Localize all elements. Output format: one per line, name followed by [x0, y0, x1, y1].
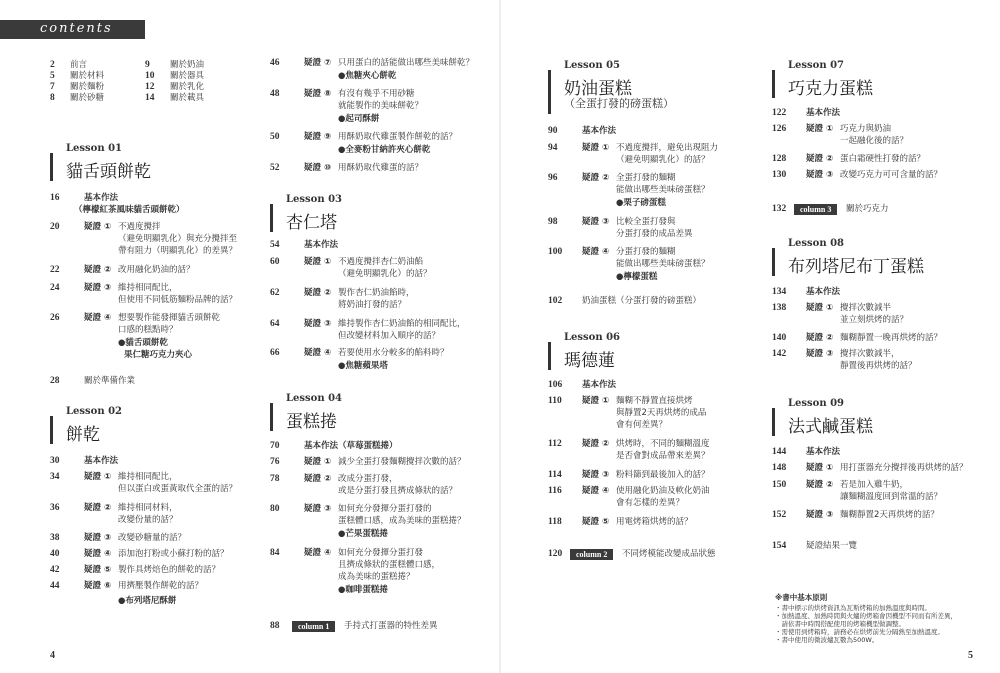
toc-text: 是否會對成品帶來差異？	[616, 451, 710, 461]
toc-text: 杏仁塔	[286, 213, 337, 233]
toc-text: 改用融化奶油的話？	[118, 265, 195, 275]
toc-text: 基本作法	[582, 126, 617, 136]
toc-text: 疑證 ⑤	[84, 565, 112, 575]
lesson-accent-bar	[50, 416, 53, 444]
toc-text: 122	[772, 108, 787, 118]
toc-text: 分蛋打發的成品差異	[616, 229, 693, 239]
toc-text: 2	[50, 60, 55, 70]
toc-text: 有沒有幾乎不用砂糖	[338, 89, 415, 99]
toc-text: 98	[548, 217, 558, 227]
toc-text: 16	[50, 193, 60, 203]
toc-text: 瑪德蓮	[564, 351, 615, 371]
recipe-link[interactable]: ●芒果蛋糕捲	[338, 529, 388, 539]
toc-text: 維持相同配比，	[118, 472, 178, 482]
toc-text: 手持式打蛋器的特性差異	[344, 621, 438, 631]
toc-text: 分蛋打發的麵糊	[616, 247, 676, 257]
toc-text: 麵糊靜置2天再烘烤的話？	[840, 510, 939, 520]
toc-text: 疑證 ⑨	[304, 132, 332, 142]
toc-text: 關於奶油	[170, 60, 205, 70]
recipe-link[interactable]: ●栗子磅蛋糕	[616, 198, 666, 208]
toc-text: 疑證 ②	[84, 265, 112, 275]
toc-text: 關於載具	[170, 93, 205, 103]
lesson-accent-bar	[772, 70, 775, 98]
toc-text: 40	[50, 549, 60, 559]
toc-text: 用電烤箱烘烤的話？	[616, 517, 693, 527]
toc-text: 5	[50, 71, 55, 81]
toc-text: 關於巧克力	[846, 204, 889, 214]
toc-text: 帶有阻力（明顯乳化）的差異？	[118, 246, 238, 256]
toc-text: 疑證 ①	[806, 303, 834, 313]
toc-text: 疑證 ⑥	[84, 581, 112, 591]
toc-text: 將奶油打發的話？	[338, 300, 407, 310]
toc-text: 46	[270, 58, 280, 68]
toc-text: 疑證 ②	[84, 503, 112, 513]
toc-text: 用酥奶取代雞蛋的話？	[338, 163, 424, 173]
toc-text: 64	[270, 319, 280, 329]
toc-text: 疑證 ①	[806, 463, 834, 473]
toc-text: 疑證 ①	[84, 472, 112, 482]
toc-text: 疑證 ③	[806, 170, 834, 180]
toc-text: 疑證 ④	[582, 486, 610, 496]
toc-text: 基本作法（草莓蛋糕捲）	[304, 441, 398, 451]
toc-text: 12	[145, 82, 155, 92]
toc-text: 關於器具	[170, 71, 205, 81]
toc-text: 麵糊不靜置直接烘烤	[616, 396, 693, 406]
toc-text: 添加泡打粉或小蘇打粉的話？	[118, 549, 229, 559]
toc-text: 攪拌次數減半	[840, 303, 892, 313]
toc-text: 基本作法	[806, 108, 841, 118]
toc-text: 如何充分發揮分蛋打發的	[338, 504, 432, 514]
recipe-link[interactable]: ●布列塔尼酥餅	[118, 596, 177, 606]
toc-text: 巧克力蛋糕	[788, 79, 873, 99]
toc-text: 用酥奶取代雞蛋製作餅乾的話？	[338, 132, 458, 142]
lesson-accent-bar	[772, 248, 775, 276]
toc-text: 60	[270, 257, 280, 267]
toc-text: 52	[270, 163, 280, 173]
toc-text: 128	[772, 154, 787, 164]
toc-text: 20	[50, 222, 60, 232]
toc-text: 全蛋打發的麵糊	[616, 173, 676, 183]
toc-text: Lesson 02	[66, 406, 122, 417]
toc-text: 改變砂糖量的話？	[118, 533, 187, 543]
toc-text: 30	[50, 456, 60, 466]
notes-line: ・書中標示的烘烤資訊為瓦斯烤箱的加熱溫度與時間。	[775, 604, 931, 612]
toc-text: 口感的糕點時？	[118, 325, 178, 335]
toc-text: 62	[270, 288, 280, 298]
toc-text: 用打蛋器充分攪拌後再烘烤的話？	[840, 463, 968, 473]
toc-text: 蛋糕捲	[286, 412, 337, 432]
notes-line: ・加熱溫度、加熱時間與火爐的烤箱會因機型不同而有所差異，	[775, 612, 957, 620]
toc-text: 一起融化後的話？	[840, 136, 909, 146]
toc-text: 關於麵粉	[70, 82, 105, 92]
toc-text: 疑證 ⑧	[304, 89, 332, 99]
column-badge: column 2	[570, 549, 613, 560]
contents-title: contents	[40, 21, 113, 36]
toc-text: Lesson 08	[788, 238, 844, 249]
toc-text: 7	[50, 82, 55, 92]
toc-text: 會有怎樣的差異？	[616, 498, 685, 508]
toc-text: 130	[772, 170, 787, 180]
toc-text: 116	[548, 486, 562, 496]
book-notes	[775, 594, 990, 644]
toc-text: 巧克力與奶油	[840, 124, 892, 134]
toc-text: 若要使用水分較多的餡料時？	[338, 348, 449, 358]
toc-text: 讓麵糊溫度回到常溫的話？	[840, 492, 943, 502]
toc-text: 50	[270, 132, 280, 142]
toc-text: 142	[772, 349, 787, 359]
toc-text: 疑證 ①	[806, 124, 834, 134]
toc-text: 14	[145, 93, 155, 103]
toc-text: 基本作法	[806, 447, 841, 457]
toc-text: 54	[270, 240, 280, 250]
toc-text: 疑證 ③	[304, 319, 332, 329]
lesson-accent-bar	[270, 204, 273, 232]
toc-text: 疑證 ②	[582, 173, 610, 183]
toc-text: （避免明顯乳化）與充分攪拌至	[118, 234, 238, 244]
toc-text: 132	[772, 204, 787, 214]
notes-line: ・書中使用的微波爐瓦數為500W。	[775, 636, 879, 644]
toc-text: 但使用不同低筋麵粉品牌的話？	[118, 295, 238, 305]
toc-text: 但以蛋白或蛋黃取代全蛋的話？	[118, 484, 238, 494]
toc-text: 但改變材料加入順序的話？	[338, 331, 441, 341]
toc-text: 9	[145, 60, 150, 70]
toc-text: 22	[50, 265, 60, 275]
toc-text: 84	[270, 548, 280, 558]
toc-text: 140	[772, 333, 787, 343]
toc-text: 疑證 ③	[304, 504, 332, 514]
toc-text: 用擠壓製作餅乾的話？	[118, 581, 204, 591]
toc-text: Lesson 01	[66, 143, 122, 154]
toc-text: 112	[548, 439, 562, 449]
toc-text: 疑證 ④	[84, 549, 112, 559]
toc-text: 26	[50, 313, 60, 323]
toc-text: 基本作法	[84, 456, 119, 466]
toc-text: 改變巧克力可可含量的話？	[840, 170, 943, 180]
lesson-accent-bar	[270, 403, 273, 431]
toc-text: 38	[50, 533, 60, 543]
recipe-link[interactable]: ●咖啡蛋糕捲	[338, 585, 388, 595]
toc-text: 118	[548, 517, 562, 527]
toc-text: 蛋糕體口感，成為美味的蛋糕捲？	[338, 516, 466, 526]
recipe-link[interactable]: ●全麥粉甘納許夾心餅乾	[338, 145, 431, 155]
toc-text: 維持相同材料，	[118, 503, 178, 513]
toc-text: 關於準備作業	[84, 376, 136, 386]
toc-text: 疑證 ②	[806, 333, 834, 343]
toc-text: 前言	[70, 60, 88, 70]
toc-text: 關於材料	[70, 71, 105, 81]
lesson-accent-bar	[548, 342, 551, 370]
toc-text: 80	[270, 504, 280, 514]
toc-text: 攪拌次數減半，	[840, 349, 900, 359]
toc-text: （避免明顯乳化）的話？	[616, 155, 710, 165]
toc-text: 關於砂糖	[70, 93, 105, 103]
toc-text: 蛋白霜硬性打發的話？	[840, 154, 926, 164]
toc-text: 奶油蛋糕（分蛋打發的磅蛋糕）	[582, 296, 702, 306]
toc-text: 關於乳化	[170, 82, 205, 92]
toc-text: 餅乾	[66, 425, 100, 445]
toc-text: 24	[50, 283, 60, 293]
toc-text: 144	[772, 447, 787, 457]
toc-text: 106	[548, 380, 563, 390]
toc-text: 10	[145, 71, 155, 81]
toc-text: 8	[50, 93, 55, 103]
toc-text: 疑證 ①	[304, 457, 332, 467]
toc-text: 維持相同配比，	[118, 283, 178, 293]
toc-text: Lesson 05	[564, 60, 620, 71]
toc-text: 基本作法	[304, 240, 339, 250]
toc-text: 疑證 ③	[84, 533, 112, 543]
toc-text: 疑證 ①	[582, 143, 610, 153]
recipe-link[interactable]: ●起司酥餅	[338, 114, 380, 124]
toc-text: （全蛋打發的磅蛋糕）	[564, 97, 674, 110]
toc-text: 並立刻烘烤的話？	[840, 315, 909, 325]
toc-text: 疑證 ③	[84, 283, 112, 293]
toc-text: 只用蛋白的話能做出哪些美味餅乾？	[338, 58, 475, 68]
toc-text: 疑證 ①	[304, 257, 332, 267]
toc-text: 基本作法	[84, 193, 119, 203]
toc-text: 疑證 ②	[304, 288, 332, 298]
toc-text: 法式鹹蛋糕	[788, 417, 873, 437]
toc-text: 基本作法	[582, 380, 617, 390]
toc-text: 製作具烤焙色的餅乾的話？	[118, 565, 221, 575]
toc-text: 烘烤時，不同的麵糊溫度	[616, 439, 710, 449]
toc-text: 138	[772, 303, 787, 313]
toc-text: 28	[50, 376, 60, 386]
recipe-link[interactable]: ●焦糖蘋果塔	[338, 361, 388, 371]
toc-text: 不過度攪拌杏仁奶油餡	[338, 257, 424, 267]
toc-text: 會有何差異？	[616, 420, 668, 430]
toc-text: 想要製作能發揮貓舌頭餅乾	[118, 313, 221, 323]
toc-text: 比較全蛋打發與	[616, 217, 676, 227]
toc-text: 疑證 ②	[304, 474, 332, 484]
toc-text: 88	[270, 621, 280, 631]
toc-text: 製作杏仁奶油餡時，	[338, 288, 415, 298]
toc-text: 114	[548, 470, 562, 480]
toc-text: 150	[772, 480, 787, 490]
contents-header	[0, 20, 145, 39]
notes-line: 請依書中時間搭配使用的烤箱機型做調整。	[775, 620, 905, 628]
toc-text: 134	[772, 287, 787, 297]
toc-text: 48	[270, 89, 280, 99]
toc-text: 疑證 ④	[304, 348, 332, 358]
toc-text: 疑證 ③	[582, 217, 610, 227]
toc-text: 不同烤模能改變成品狀態	[622, 549, 716, 559]
toc-text: 不過度攪拌	[118, 222, 161, 232]
toc-text: （避免明顯乳化）的話？	[338, 269, 432, 279]
toc-text: 152	[772, 510, 787, 520]
recipe-link[interactable]: ●檸檬蛋糕	[616, 272, 658, 282]
toc-text: 麵糊靜置一晚再烘烤的話？	[840, 333, 943, 343]
toc-text: 能做出哪些美味磅蛋糕？	[616, 259, 710, 269]
toc-text: 減少全蛋打發麵糊攪拌次數的話？	[338, 457, 466, 467]
toc-text: （檸檬紅茶風味貓舌頭餅乾）	[74, 205, 185, 215]
page-number-left: 4	[50, 650, 55, 661]
toc-text: 疑證 ④	[84, 313, 112, 323]
toc-text: 36	[50, 503, 60, 513]
toc-text: 疑證 ②	[582, 439, 610, 449]
toc-text: 貓舌頭餅乾	[66, 162, 151, 182]
toc-text: 148	[772, 463, 787, 473]
toc-text: 疑證 ⑩	[304, 163, 332, 173]
toc-text: 102	[548, 296, 563, 306]
notes-line: ・需使用到烤箱時，請務必在烘烤前先分隔熱至加熱溫度。	[775, 628, 944, 636]
toc-text: 疑證結果一覽	[806, 541, 858, 551]
toc-text: 疑證 ③	[806, 510, 834, 520]
toc-text: 疑證 ⑦	[304, 58, 332, 68]
toc-text: 奶油蛋糕	[564, 79, 632, 99]
column-badge: column 3	[794, 204, 837, 215]
toc-text: Lesson 09	[788, 398, 844, 409]
toc-text: 154	[772, 541, 787, 551]
toc-text: 70	[270, 441, 280, 451]
toc-text: 76	[270, 457, 280, 467]
toc-text: 100	[548, 247, 563, 257]
toc-text: 不過度攪拌，避免出現阻力	[616, 143, 719, 153]
toc-text: 與靜置2天再烘烤的成品	[616, 408, 707, 418]
lesson-accent-bar	[50, 153, 53, 181]
toc-text: 布列塔尼布丁蛋糕	[788, 257, 924, 277]
toc-text: 靜置後再烘烤的話？	[840, 361, 917, 371]
toc-text: 110	[548, 396, 562, 406]
toc-text: 90	[548, 126, 558, 136]
toc-text: 34	[50, 472, 60, 482]
toc-text: 且擠成條狀的蛋糕體口感，	[338, 560, 441, 570]
toc-text: 如何充分發揮分蛋打發	[338, 548, 424, 558]
toc-text: Lesson 06	[564, 332, 620, 343]
toc-text: Lesson 03	[286, 194, 342, 205]
toc-text: 疑證 ⑤	[582, 517, 610, 527]
toc-text: 改變份量的話？	[118, 515, 178, 525]
toc-text: 66	[270, 348, 280, 358]
page-number-right: 5	[968, 650, 973, 661]
notes-title: ※書中基本原則	[775, 593, 828, 602]
recipe-link[interactable]: ●焦糖夾心餅乾	[338, 71, 397, 81]
recipe-link[interactable]: 果仁糖巧克力夾心	[124, 350, 193, 360]
toc-text: 基本作法	[806, 287, 841, 297]
toc-text: 疑證 ③	[582, 470, 610, 480]
toc-text: 粉料篩到最後加入的話？	[616, 470, 710, 480]
lesson-accent-bar	[772, 408, 775, 436]
column-badge: column 1	[292, 621, 335, 632]
toc-text: 42	[50, 565, 60, 575]
toc-text: 疑證 ③	[806, 349, 834, 359]
toc-text: Lesson 07	[788, 60, 844, 71]
right-page	[500, 0, 1000, 673]
toc-text: Lesson 04	[286, 393, 342, 404]
toc-text: 疑證 ②	[806, 154, 834, 164]
toc-text: 疑證 ①	[84, 222, 112, 232]
toc-text: 就能製作的美味餅乾？	[338, 101, 424, 111]
toc-text: 44	[50, 581, 60, 591]
toc-text: 96	[548, 173, 558, 183]
toc-text: 維持製作杏仁奶油餡的相同配比，	[338, 319, 466, 329]
lesson-accent-bar	[548, 70, 551, 114]
toc-text: 疑證 ④	[304, 548, 332, 558]
toc-text: 能做出哪些美味磅蛋糕？	[616, 185, 710, 195]
toc-text: 78	[270, 474, 280, 484]
toc-text: 疑證 ②	[806, 480, 834, 490]
toc-text: 126	[772, 124, 787, 134]
toc-text: 使用融化奶油及軟化奶油	[616, 486, 710, 496]
toc-text: 成為美味的蛋糕捲？	[338, 572, 415, 582]
toc-text: 或是分蛋打發且擠成條狀的話？	[338, 486, 458, 496]
recipe-link[interactable]: ●貓舌頭餅乾	[118, 338, 168, 348]
toc-text: 94	[548, 143, 558, 153]
toc-text: 若是加入雞牛奶，	[840, 480, 909, 490]
toc-text: 120	[548, 549, 563, 559]
toc-text: 疑證 ①	[582, 396, 610, 406]
toc-text: 改成分蛋打發，	[338, 474, 398, 484]
toc-text: 疑證 ④	[582, 247, 610, 257]
